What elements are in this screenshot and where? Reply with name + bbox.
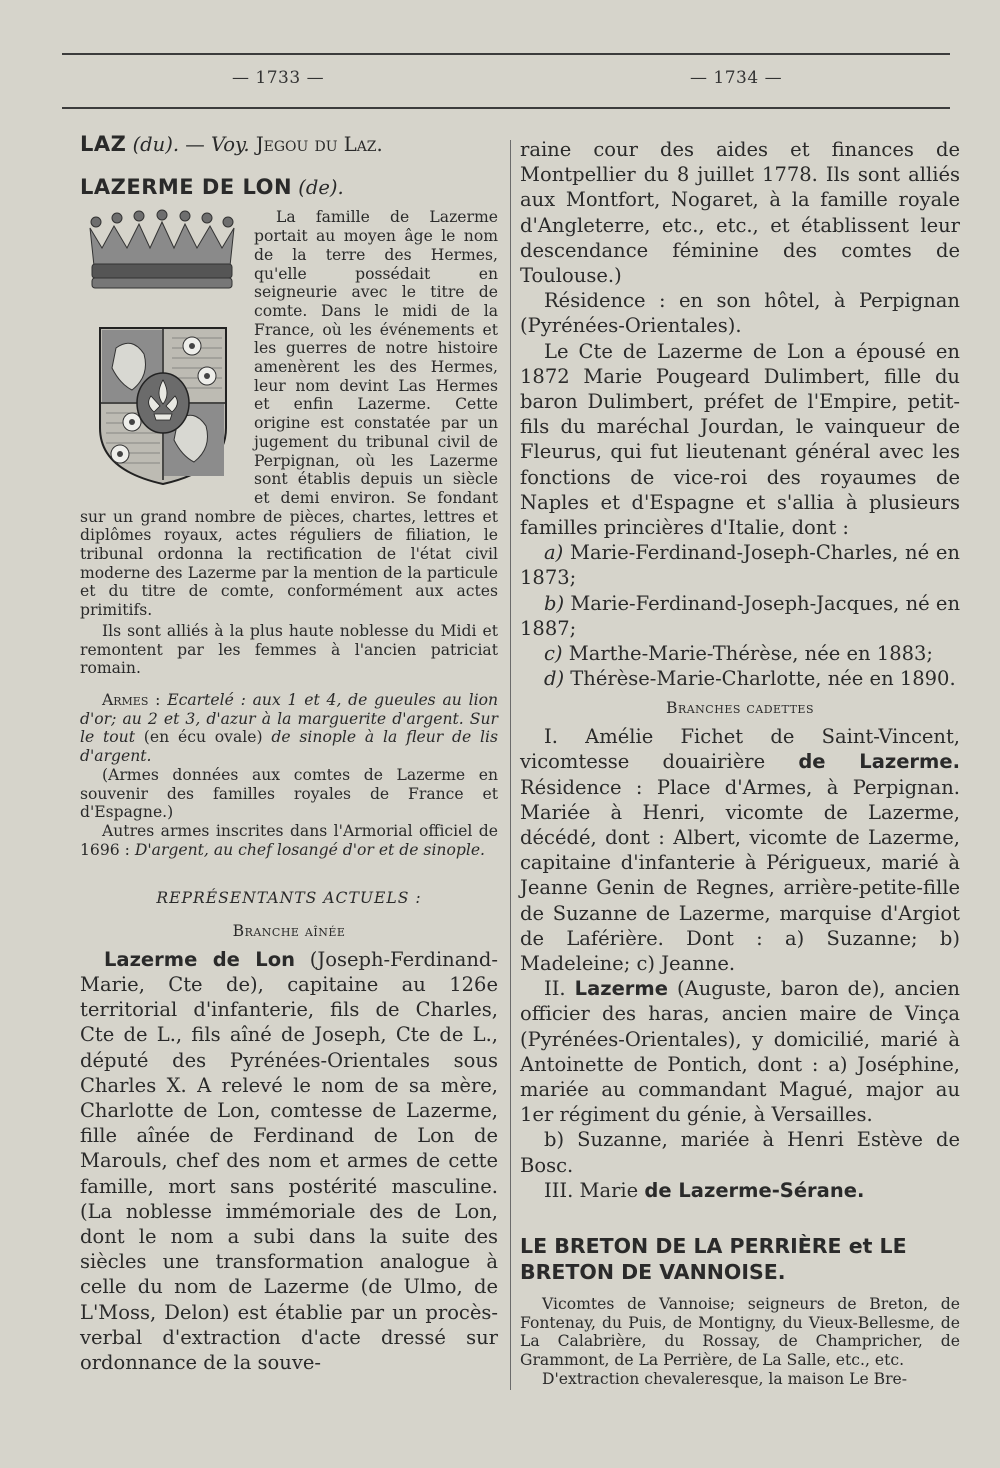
children-list [520, 540, 960, 691]
lazerme-armes [80, 691, 498, 766]
branch-one-rest: Résidence : Place d'Armes, à Perpignan. Mariée à Henri, vicomte de Lazerme, décédé, dont : Albert, vicomte de Lazerme, capitaine d'infanterie à Périgueux, marié à Jeanne Genin de Regnes, arrière-petite-fille de Suzanne de Lazerme, marquise d'Argiot de Laférière. Dont : a) Suzanne; b) Madeleine; c) Jeanne. [520, 775, 960, 975]
branch-two-name: Lazerme [574, 977, 668, 1001]
laz-voy: Voy. [210, 133, 250, 156]
child-text: Marie-Ferdinand-Joseph-Jacques, né en 1887; [520, 591, 960, 640]
child-item [520, 540, 960, 590]
branch-two-b: b) Suzanne, mariée à Henri Estève de Bosc. [520, 1128, 960, 1177]
branch-two-start: II. [544, 977, 575, 1001]
page-number-right: — 1734 — [690, 68, 783, 88]
continued-paragraph: raine cour des aides et finances de Montpellier du 8 juillet 1778. Ils sont alliés aux Montfort, Nogaret, à la famille royale d'Angleterre, etc., etc., et établissent leur descendance féminine des comtes de Toulouse.) [520, 138, 960, 288]
branch-two [520, 976, 960, 1127]
representants-heading: REPRÉSENTANTS ACTUELS : [156, 889, 422, 908]
lazerme-de-lon-paragraph [80, 947, 498, 1375]
top-rule-lower [62, 107, 950, 109]
lazerme-title: LAZERME DE LON [80, 175, 293, 200]
armes-end: de sinople à la fleur de lis d'argent. [80, 728, 499, 766]
residence-paragraph: Résidence : en son hôtel, à Perpignan (Pyrénées-Orientales). [520, 289, 960, 338]
branch-one-start: I. Amélie Fichet de Saint-Vincent, vicomtesse douairière [520, 725, 960, 774]
branch-two-rest: (Auguste, baron de), ancien officier des haras, ancien maire de Vinça (Pyrénées-Orientales), y domicilié, marié à Antoinette de Pontich, dont : a) Joséphine, mariée au commandant Magué, major au 1er régiment du génie, à Versailles. [520, 977, 960, 1127]
branch-three [520, 1178, 960, 1203]
child-item [520, 666, 960, 691]
autres-armes-blazon: D'argent, au chef losangé d'or et de sinople. [134, 840, 486, 859]
top-rule-upper [62, 53, 950, 55]
laz-entry [80, 132, 498, 157]
laz-sep: — [179, 133, 211, 156]
coat-of-arms-icon [82, 208, 244, 488]
autres-armes-start: Autres armes inscrites dans l'Armorial officiel de 1696 : [80, 821, 498, 859]
coat-of-arms-image [82, 208, 244, 488]
lazerme-de-lon-text: (Joseph-Ferdinand-Marie, Cte de), capitaine au 126e territorial d'infanterie, fils de Charles, Cte de L., fils aîné de Joseph, Cte de L., député des Pyrénées-Orientales sous Charles X. A relevé le nom de sa mère, Charlotte de Lon, comtesse de Lazerme, fille aînée de Ferdinand de Lon de Marouls, chef des nom et armes de cette famille, mort sans postérité masculine. (La noblesse immémoriale des de Lon, dont le nom a subi dans la suite des siècles une transformation analogue à celle du nom de Lazerme (de Ulmo, de L'Moss, Delon) est établie par un procès-verbal d'extraction d'acte dressé sur ordonnance de la souve- [80, 947, 498, 1374]
armes-note: (Armes données aux comtes de Lazerme en souvenir des familles royales de France et d'Espagne.) [80, 765, 498, 822]
lazerme-intro: La famille de Lazerme portait au moyen âge le nom de la terre des Hermes, qu'elle possédait en seigneurie avec le titre de comte. Dans le midi de la France, où les événements et les guerres de notre histoire amenèrent les des Hermes, leur nom devint Las Hermes et enfin Lazerme. Cette origine est constatée par un jugement du tribunal civil de Perpignan, où les Lazerme sont établis depuis un siècle et demi environ. Se fondant sur un grand nombre de pièces, chartes, lettres et diplômes royaux, actes réguliers de filiation, le tribunal ordonna la rectification de l'état civil moderne des Lazerme par la mention de la particule et du titre de comte, conformément aux actes primitifs. [80, 208, 498, 620]
lazerme-heading [80, 175, 498, 200]
le-breton-heading: LE BRETON DE LA PERRIÈRE et LE BRETON DE VANNOISE. [520, 1234, 907, 1285]
child-text: Marthe-Marie-Thérèse, née en 1883; [568, 642, 933, 666]
child-mark: c) [544, 642, 563, 666]
laz-particle: (du). [132, 133, 180, 156]
branch-one [520, 724, 960, 976]
child-item [520, 591, 960, 641]
branch-three-start: III. Marie [544, 1178, 645, 1202]
child-mark: b) [544, 591, 565, 615]
armes-blazon: Ecartelé : aux 1 et 4, de gueules au lion d'or; au 2 et 3, d'azur à la marguerite d'argent. Sur le tout [80, 690, 499, 747]
branch-three-name: de Lazerme-Sérane. [644, 1178, 865, 1202]
branche-ainee-heading: Branche aînée [232, 922, 346, 941]
child-text: Thérèse-Marie-Charlotte, née en 1890. [570, 667, 956, 691]
marriage-paragraph: Le Cte de Lazerme de Lon a épousé en 1872 Marie Pougeard Dulimbert, fille du baron Dulimbert, préfet de l'Empire, petit-fils du maréchal Jourdan, le vainqueur de Fleurus, qui fut lieutenant général avec les fonctions de vice-roi des royaumes de Naples et d'Espagne et s'allia à plusieurs familles princières d'Italie, dont : [520, 339, 960, 540]
armes-label: Armes : [102, 690, 161, 709]
branches-cadettes-heading: Branches cadettes [666, 699, 814, 718]
left-column [80, 128, 498, 1375]
le-breton-titles: Vicomtes de Vannoise; seigneurs de Breton, de Fontenay, du Puis, de Montigny, du Vieux-Bellesme, de La Calabrière, du Rossay, de Champricher, de Grammont, de La Perrière, de La Salle, etc., etc. [520, 1295, 960, 1370]
child-text: Marie-Ferdinand-Joseph-Charles, né en 1873; [520, 541, 960, 590]
lazerme-particle: (de). [298, 176, 344, 200]
lazerme-de-lon-name: Lazerme de Lon [104, 947, 295, 971]
autres-armes [80, 822, 498, 859]
child-item [520, 641, 960, 666]
column-divider [510, 140, 511, 1390]
child-mark: d) [544, 667, 565, 691]
le-breton-extraction: D'extraction chevaleresque, la maison Le Bre- [542, 1369, 908, 1388]
page-number-left: — 1733 — [232, 68, 325, 88]
lazerme-allies: Ils sont alliés à la plus haute noblesse du Midi et remontent par les femmes à l'ancien patriciat romain. [80, 621, 498, 678]
child-mark: a) [544, 541, 564, 565]
laz-ref: Jegou du Laz. [255, 133, 383, 156]
laz-title: LAZ [80, 132, 127, 156]
right-column [520, 137, 960, 1389]
branch-one-name: de Lazerme. [798, 750, 960, 774]
armes-mid: (en écu ovale) [135, 728, 272, 747]
